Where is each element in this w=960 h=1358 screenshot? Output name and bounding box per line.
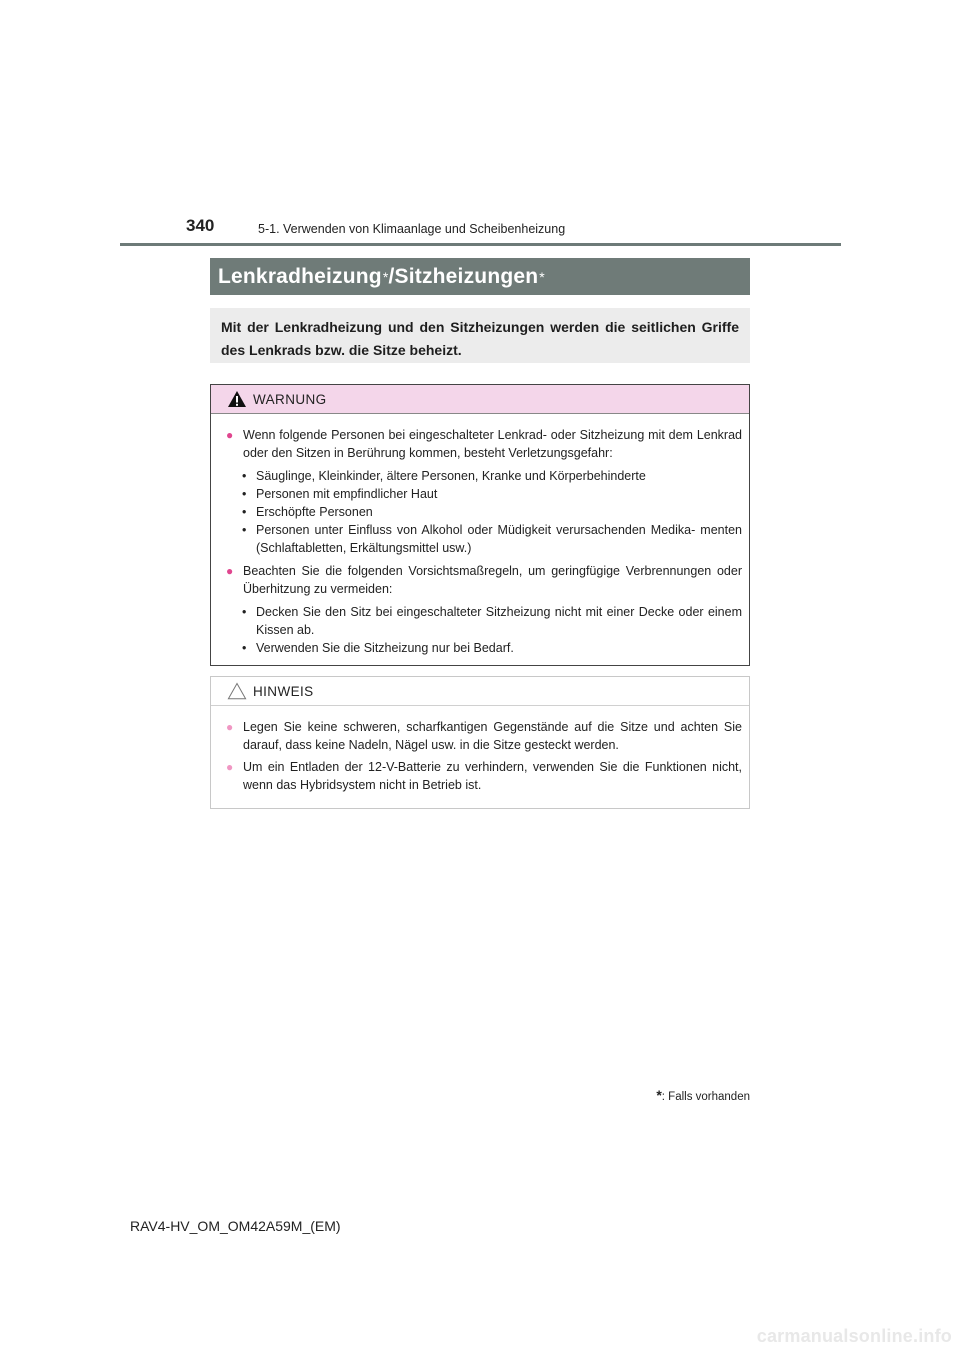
- watermark: carmanualsonline.info: [756, 1326, 952, 1346]
- warning-item-text: Wenn folgende Personen bei eingeschalteter Lenkrad- oder Sitzheizung mit dem Lenkrad oder den Sitzen in Berührung kommen, besteht Verletzungsgefahr:: [243, 428, 742, 460]
- warning-subitem: • Säuglinge, Kleinkinder, ältere Personen, Kranke und Körperbehinderte: [242, 469, 646, 483]
- bullet-icon: ●: [226, 760, 234, 774]
- bullet-icon: ●: [226, 428, 234, 442]
- note-item-2: [211, 758, 749, 794]
- note-item-text: Legen Sie keine schweren, scharfkantigen Gegenstände auf die Sitze und achten Sie darauf, dass keine Nadeln, Nägel usw. in die Sitze gesteckt werden.: [243, 720, 742, 752]
- warning-item-text: Beachten Sie die folgenden Vorsichtsmaßregeln, um geringfügige Verbrennungen oder Überhitzung zu vermeiden:: [243, 564, 742, 596]
- note-item-1: [211, 718, 749, 754]
- note-item-text: Um ein Entladen der 12-V-Batterie zu verhindern, verwenden Sie die Funktionen nicht, wenn das Hybridsystem nicht in Betrieb ist.: [243, 760, 742, 792]
- header-divider: [120, 243, 841, 246]
- footnote: [656, 1087, 750, 1103]
- footnote-text: : Falls vorhanden: [661, 1091, 750, 1103]
- title-part2: /Sitzheizungen: [388, 264, 539, 288]
- warning-box: [210, 384, 750, 666]
- intro-box: [210, 308, 750, 363]
- note-box: [210, 676, 750, 809]
- section-header: 5-1. Verwenden von Klimaanlage und Scheibenheizung: [258, 222, 566, 236]
- warning-subitem: • Decken Sie den Sitz bei eingeschalteter Sitzheizung nicht mit einer Decke oder einem Kissen ab.: [242, 605, 742, 637]
- title-part1: Lenkradheizung: [218, 264, 382, 288]
- warning-subitem: • Erschöpfte Personen: [242, 505, 373, 519]
- warning-item-2: [211, 562, 749, 598]
- warning-item-1: [211, 426, 749, 462]
- bullet-icon: ●: [226, 564, 234, 578]
- warning-header: [211, 385, 749, 414]
- intro-text: Mit der Lenkradheizung und den Sitzheizungen werden die seitlichen Griffe des Lenkrads bzw. die Sitze beheizt.: [221, 319, 739, 358]
- warning-triangle-outline-icon: [227, 682, 247, 700]
- footnote-asterisk: *: [656, 1087, 662, 1103]
- warning-triangle-filled-icon: [227, 390, 247, 408]
- document-code: RAV4-HV_OM_OM42A59M_(EM): [130, 1218, 341, 1234]
- warning-subitem: • Personen unter Einfluss von Alkohol oder Müdigkeit verursachenden Medika- menten (Schlaftabletten, Erkältungsmittel usw.): [242, 523, 742, 555]
- warning-subitem: • Verwenden Sie die Sitzheizung nur bei Bedarf.: [242, 641, 514, 655]
- warning-subitem: • Personen mit empfindlicher Haut: [242, 487, 438, 501]
- warning-title: WARNUNG: [253, 391, 327, 407]
- page-title: Lenkradheizung * /Sitzheizungen *: [210, 258, 750, 295]
- note-title: HINWEIS: [253, 683, 314, 699]
- page-number: 340: [186, 216, 215, 235]
- note-header: [211, 677, 749, 706]
- bullet-icon: ●: [226, 720, 234, 734]
